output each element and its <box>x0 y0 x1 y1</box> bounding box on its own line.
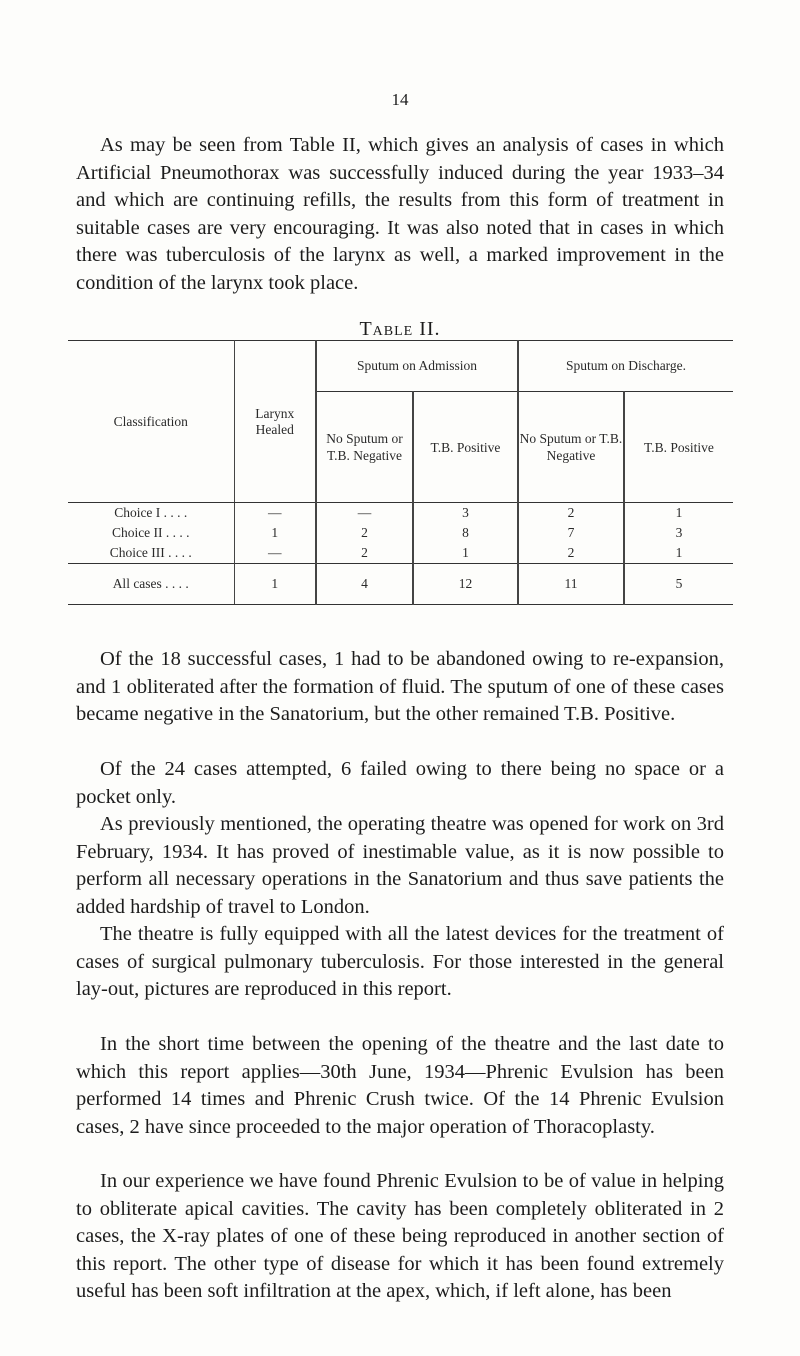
intro-paragraph: As may be seen from Table II, which gives an analysis of cases in which Artificial Pneumothorax was successfully induced during the year 1933–34 and which are continuing refills, the results from this form of treatment in suitable cases are very encouraging. It was also noted that in cases in which there was tuberculosis of the larynx as well, a marked improvement in the condition of the larynx took place. <box>76 134 724 294</box>
row-label: Choice II . . . . <box>68 523 234 543</box>
header-discharge-positive: T.B. Positive <box>624 392 733 503</box>
cell-dis-neg: 2 <box>518 503 624 524</box>
header-sputum-admission: Sputum on Admission <box>316 341 518 392</box>
table-row <box>68 543 733 564</box>
header-sputum-discharge: Sputum on Discharge. <box>518 341 733 392</box>
cell-larynx: — <box>234 543 316 564</box>
table-header-row <box>68 341 733 392</box>
total-adm-neg: 4 <box>316 564 413 605</box>
header-larynx-healed: Larynx Healed <box>234 341 316 503</box>
cell-adm-pos: 8 <box>413 523 518 543</box>
successful-cases-paragraph: Of the 18 successful cases, 1 had to be abandoned owing to re-expansion, and 1 obliterated after the formation of fluid. The sputum of one of these cases became negative in the Sanatorium, but the other remained T.B. Positive. <box>76 648 724 725</box>
cell-adm-neg: — <box>316 503 413 524</box>
cell-dis-neg: 2 <box>518 543 624 564</box>
row-label: Choice III . . . . <box>68 543 234 564</box>
cell-dis-pos: 3 <box>624 523 733 543</box>
cell-adm-neg: 2 <box>316 523 413 543</box>
header-admission-positive: T.B. Positive <box>413 392 518 503</box>
table-title: Table II. <box>359 318 441 340</box>
cell-adm-neg: 2 <box>316 543 413 564</box>
table-total-row <box>68 564 733 605</box>
cell-dis-pos: 1 <box>624 503 733 524</box>
cell-larynx: — <box>234 503 316 524</box>
total-dis-pos: 5 <box>624 564 733 605</box>
total-dis-neg: 11 <box>518 564 624 605</box>
page-number: 14 <box>391 90 409 109</box>
cell-adm-pos: 3 <box>413 503 518 524</box>
total-label: All cases . . . . <box>68 564 234 605</box>
header-admission-negative: No Sputum or T.B. Negative <box>316 392 413 503</box>
row-label: Choice I . . . . <box>68 503 234 524</box>
cell-adm-pos: 1 <box>413 543 518 564</box>
theatre-equipped-paragraph: The theatre is fully equipped with all the latest devices for the treatment of cases of surgical pulmonary tuberculosis. For those interested in the general lay-out, pictures are reproduced in this report. <box>76 923 724 1000</box>
pneumothorax-analysis-table <box>68 340 733 605</box>
phrenic-paragraph: In the short time between the opening of the theatre and the last date to which this report applies—30th June, 1934—Phrenic Evulsion has been performed 14 times and Phrenic Crush twice. Of the 14 Phrenic Evulsion cases, 2 have since proceeded to the major operation of Thoracoplasty. <box>76 1033 724 1138</box>
cell-larynx: 1 <box>234 523 316 543</box>
table-row <box>68 503 733 524</box>
header-classification: Classification <box>68 341 234 503</box>
header-discharge-negative: No Sputum or T.B. Negative <box>518 392 624 503</box>
theatre-opened-paragraph: As previously mentioned, the operating theatre was opened for work on 3rd February, 1934. It has proved of inestimable value, as it is now possible to perform all necessary operations in the Sanatorium and thus save patients the added hardship of travel to London. <box>76 813 724 918</box>
table-row <box>68 523 733 543</box>
experience-paragraph: In our experience we have found Phrenic Evulsion to be of value in helping to obliterate apical cavities. The cavity has been completely obliterated in 2 cases, the X-ray plates of one of these being reproduced in another section of this report. The other type of disease for which it has been found extremely useful has been soft infiltration at the apex, which, if left alone, has been <box>76 1170 724 1302</box>
cell-dis-neg: 7 <box>518 523 624 543</box>
cell-dis-pos: 1 <box>624 543 733 564</box>
attempted-paragraph: Of the 24 cases attempted, 6 failed owing to there being no space or a pocket only. <box>76 758 724 808</box>
total-larynx: 1 <box>234 564 316 605</box>
total-adm-pos: 12 <box>413 564 518 605</box>
